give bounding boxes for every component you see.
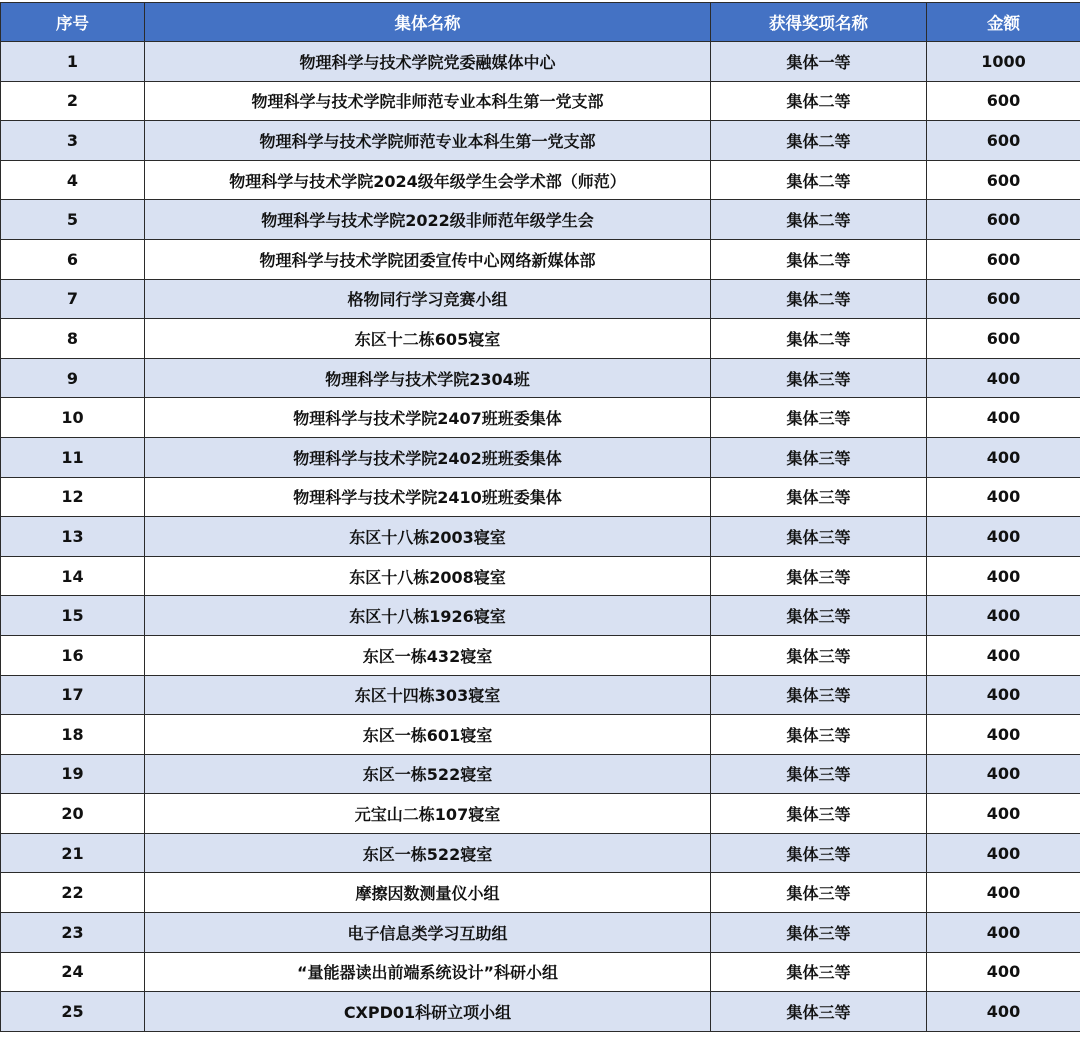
cell-award-name: 集体三等 bbox=[711, 358, 927, 398]
cell-amount: 400 bbox=[927, 635, 1080, 675]
cell-group-name: 元宝山二栋107寝室 bbox=[145, 794, 711, 834]
table-row bbox=[1, 992, 1080, 1032]
cell-index: 8 bbox=[1, 319, 145, 359]
cell-group-name: 物理科学与技术学院2407班班委集体 bbox=[145, 398, 711, 438]
cell-group-name: 物理科学与技术学院2410班班委集体 bbox=[145, 477, 711, 517]
cell-group-name: 摩擦因数测量仪小组 bbox=[145, 873, 711, 913]
cell-award-name: 集体三等 bbox=[711, 596, 927, 636]
cell-award-name: 集体三等 bbox=[711, 675, 927, 715]
cell-award-name: 集体二等 bbox=[711, 279, 927, 319]
table-row bbox=[1, 42, 1080, 82]
cell-index: 11 bbox=[1, 437, 145, 477]
cell-group-name: 物理科学与技术学院2402班班委集体 bbox=[145, 437, 711, 477]
table-row bbox=[1, 437, 1080, 477]
cell-group-name: 东区十八栋2008寝室 bbox=[145, 556, 711, 596]
cell-index: 19 bbox=[1, 754, 145, 794]
cell-amount: 600 bbox=[927, 239, 1080, 279]
cell-index: 2 bbox=[1, 81, 145, 121]
cell-group-name: 物理科学与技术学院党委融媒体中心 bbox=[145, 42, 711, 82]
cell-amount: 400 bbox=[927, 477, 1080, 517]
cell-index: 15 bbox=[1, 596, 145, 636]
cell-group-name: 东区十八栋1926寝室 bbox=[145, 596, 711, 636]
cell-award-name: 集体三等 bbox=[711, 952, 927, 992]
cell-index: 18 bbox=[1, 715, 145, 755]
table-row bbox=[1, 477, 1080, 517]
table-row bbox=[1, 319, 1080, 359]
cell-group-name: 东区一栋522寝室 bbox=[145, 833, 711, 873]
cell-group-name: 东区一栋522寝室 bbox=[145, 754, 711, 794]
cell-index: 24 bbox=[1, 952, 145, 992]
cell-amount: 400 bbox=[927, 398, 1080, 438]
cell-amount: 400 bbox=[927, 675, 1080, 715]
cell-group-name: 电子信息类学习互助组 bbox=[145, 913, 711, 953]
cell-index: 20 bbox=[1, 794, 145, 834]
cell-index: 16 bbox=[1, 635, 145, 675]
column-header-index: 序号 bbox=[1, 3, 145, 42]
cell-award-name: 集体一等 bbox=[711, 42, 927, 82]
cell-award-name: 集体三等 bbox=[711, 873, 927, 913]
cell-group-name: 东区一栋601寝室 bbox=[145, 715, 711, 755]
cell-index: 23 bbox=[1, 913, 145, 953]
header-row bbox=[1, 3, 1080, 42]
cell-amount: 400 bbox=[927, 517, 1080, 557]
cell-index: 12 bbox=[1, 477, 145, 517]
cell-index: 21 bbox=[1, 833, 145, 873]
table-body bbox=[1, 42, 1080, 1032]
table-row bbox=[1, 675, 1080, 715]
cell-index: 17 bbox=[1, 675, 145, 715]
cell-group-name: 物理科学与技术学院2304班 bbox=[145, 358, 711, 398]
cell-amount: 400 bbox=[927, 794, 1080, 834]
cell-group-name: 东区十八栋2003寝室 bbox=[145, 517, 711, 557]
table-row bbox=[1, 833, 1080, 873]
table-row bbox=[1, 160, 1080, 200]
table-row bbox=[1, 913, 1080, 953]
column-header-group-name: 集体名称 bbox=[145, 3, 711, 42]
table-row bbox=[1, 121, 1080, 161]
cell-index: 22 bbox=[1, 873, 145, 913]
cell-group-name: 物理科学与技术学院2022级非师范年级学生会 bbox=[145, 200, 711, 240]
table-row bbox=[1, 200, 1080, 240]
cell-amount: 600 bbox=[927, 160, 1080, 200]
cell-group-name: 东区一栋432寝室 bbox=[145, 635, 711, 675]
cell-award-name: 集体三等 bbox=[711, 556, 927, 596]
column-header-amount: 金额 bbox=[927, 3, 1080, 42]
cell-index: 6 bbox=[1, 239, 145, 279]
cell-index: 7 bbox=[1, 279, 145, 319]
cell-award-name: 集体三等 bbox=[711, 715, 927, 755]
cell-award-name: 集体二等 bbox=[711, 81, 927, 121]
cell-index: 1 bbox=[1, 42, 145, 82]
cell-amount: 400 bbox=[927, 437, 1080, 477]
cell-amount: 400 bbox=[927, 754, 1080, 794]
cell-amount: 400 bbox=[927, 556, 1080, 596]
table-row bbox=[1, 952, 1080, 992]
cell-award-name: 集体三等 bbox=[711, 517, 927, 557]
cell-amount: 400 bbox=[927, 913, 1080, 953]
cell-amount: 400 bbox=[927, 952, 1080, 992]
table-row bbox=[1, 81, 1080, 121]
cell-index: 5 bbox=[1, 200, 145, 240]
cell-group-name: CXPD01科研立项小组 bbox=[145, 992, 711, 1032]
cell-award-name: 集体二等 bbox=[711, 160, 927, 200]
cell-group-name: 格物同行学习竞赛小组 bbox=[145, 279, 711, 319]
table-row bbox=[1, 279, 1080, 319]
cell-amount: 400 bbox=[927, 873, 1080, 913]
cell-amount: 400 bbox=[927, 715, 1080, 755]
table-row bbox=[1, 794, 1080, 834]
table-row bbox=[1, 715, 1080, 755]
cell-index: 10 bbox=[1, 398, 145, 438]
cell-amount: 400 bbox=[927, 596, 1080, 636]
cell-award-name: 集体三等 bbox=[711, 398, 927, 438]
cell-award-name: 集体三等 bbox=[711, 635, 927, 675]
cell-group-name: 东区十二栋605寝室 bbox=[145, 319, 711, 359]
cell-amount: 600 bbox=[927, 81, 1080, 121]
cell-index: 4 bbox=[1, 160, 145, 200]
table-row bbox=[1, 556, 1080, 596]
table-row bbox=[1, 635, 1080, 675]
table-header bbox=[1, 3, 1080, 42]
table-row bbox=[1, 398, 1080, 438]
cell-index: 25 bbox=[1, 992, 145, 1032]
cell-amount: 400 bbox=[927, 358, 1080, 398]
table-row bbox=[1, 358, 1080, 398]
table-row bbox=[1, 239, 1080, 279]
cell-group-name: 物理科学与技术学院非师范专业本科生第一党支部 bbox=[145, 81, 711, 121]
cell-amount: 400 bbox=[927, 833, 1080, 873]
cell-index: 13 bbox=[1, 517, 145, 557]
cell-award-name: 集体二等 bbox=[711, 319, 927, 359]
cell-award-name: 集体三等 bbox=[711, 754, 927, 794]
table-row bbox=[1, 596, 1080, 636]
table-row bbox=[1, 517, 1080, 557]
cell-index: 3 bbox=[1, 121, 145, 161]
cell-index: 14 bbox=[1, 556, 145, 596]
cell-award-name: 集体三等 bbox=[711, 833, 927, 873]
cell-amount: 600 bbox=[927, 319, 1080, 359]
cell-group-name: 物理科学与技术学院2024级年级学生会学术部（师范） bbox=[145, 160, 711, 200]
cell-amount: 1000 bbox=[927, 42, 1080, 82]
cell-group-name: 物理科学与技术学院团委宣传中心网络新媒体部 bbox=[145, 239, 711, 279]
cell-award-name: 集体三等 bbox=[711, 794, 927, 834]
cell-amount: 600 bbox=[927, 279, 1080, 319]
cell-index: 9 bbox=[1, 358, 145, 398]
awards-table-container bbox=[0, 2, 1080, 1032]
cell-amount: 600 bbox=[927, 121, 1080, 161]
cell-group-name: “量能器读出前端系统设计”科研小组 bbox=[145, 952, 711, 992]
awards-table bbox=[0, 2, 1080, 1032]
cell-amount: 600 bbox=[927, 200, 1080, 240]
cell-group-name: 物理科学与技术学院师范专业本科生第一党支部 bbox=[145, 121, 711, 161]
cell-amount: 400 bbox=[927, 992, 1080, 1032]
cell-award-name: 集体三等 bbox=[711, 477, 927, 517]
cell-group-name: 东区十四栋303寝室 bbox=[145, 675, 711, 715]
column-header-award-name: 获得奖项名称 bbox=[711, 3, 927, 42]
table-row bbox=[1, 754, 1080, 794]
cell-award-name: 集体三等 bbox=[711, 992, 927, 1032]
cell-award-name: 集体二等 bbox=[711, 239, 927, 279]
cell-award-name: 集体二等 bbox=[711, 121, 927, 161]
cell-award-name: 集体三等 bbox=[711, 437, 927, 477]
table-row bbox=[1, 873, 1080, 913]
cell-award-name: 集体三等 bbox=[711, 913, 927, 953]
cell-award-name: 集体二等 bbox=[711, 200, 927, 240]
